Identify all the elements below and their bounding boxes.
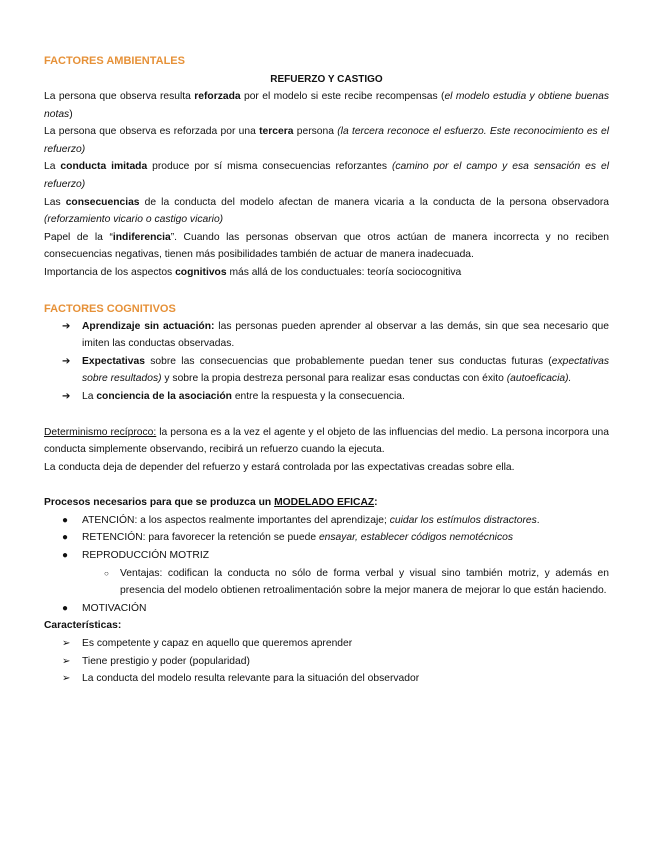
list-item: ➔ Aprendizaje sin actuación: las personas pueden aprender al observar a las demás, sin que sea necesario que imiten las conductas observadas. — [82, 318, 609, 353]
list-item: ● REPRODUCCIÓN MOTRIZ ○ Ventajas: codifican la conducta no sólo de forma verbal y visual sino también motriz, y además en presencia del modelo obtienen retroalimentación sobre la mejor manera de mejorar lo que están haciendo. — [82, 547, 609, 600]
arrow-bullet-icon: ➔ — [62, 355, 71, 367]
paragraph-reforzada: La persona que observa resulta reforzada por el modelo si este recibe recompensas (el modelo estudia y obtiene buenas notas) — [44, 91, 609, 120]
section-title-cognitivos: FACTORES COGNITIVOS — [44, 302, 176, 315]
paragraph-consecuencias: Las consecuencias de la conducta del modelo afectan de manera vicaria a la conducta de la persona observadora (reforzamiento vicario o castigo vicario) — [44, 196, 609, 226]
list-item: ➔ La conciencia de la asociación entre la respuesta y la consecuencia. — [82, 388, 609, 406]
list-item: ● ATENCIÓN: a los aspectos realmente importantes del aprendizaje; cuidar los estímulos distractores. — [82, 512, 609, 530]
triangle-bullet-icon: ➢ — [62, 673, 71, 685]
circle-bullet-icon: ○ — [104, 568, 109, 578]
paragraph-conducta-imitada: La conducta imitada produce por sí misma consecuencias reforzantes (camino por el campo y esa sensación es el refuerzo) — [44, 161, 609, 190]
arrow-bullet-icon: ➔ — [62, 320, 71, 332]
list-item: ➔ Expectativas sobre las consecuencias que probablemente puedan tener sus conductas futuras (expectativas sobre resultados) y sobre la propia destreza personal para realizar esas conductas con éxito (autoeficacia). — [82, 353, 609, 388]
reproduccion-sublist — [82, 565, 609, 600]
dot-bullet-icon: ● — [62, 602, 69, 614]
paragraph-indiferencia: Papel de la “indiferencia”. Cuando las personas observan que otros actúan de manera incorrecta y no reciben consecuencias negativas, tienen más posibilidades también de actuar de manera inadecuada. — [44, 231, 609, 261]
dot-bullet-icon: ● — [62, 514, 69, 526]
subtitle-refuerzo-castigo: REFUERZO Y CASTIGO — [270, 74, 383, 85]
paragraph-determinismo-2: La conducta deja de depender del refuerzo y estará controlada por las expectativas creadas sobre ella. — [44, 461, 515, 473]
paragraph-determinismo: Determinismo recíproco: la persona es a la vez el agente y el objeto de las influencias del medio. La persona incorpora una conducta simplemente observando, recibirá un refuerzo cuando la ejecuta. — [44, 426, 610, 456]
arrow-bullet-icon: ➔ — [62, 390, 71, 402]
list-item: ➢ Tiene prestigio y poder (popularidad) — [82, 653, 609, 671]
triangle-bullet-icon: ➢ — [62, 638, 71, 650]
list-item: ➢ Es competente y capaz en aquello que queremos aprender — [82, 635, 609, 653]
triangle-bullet-icon: ➢ — [62, 655, 71, 667]
procesos-heading: Procesos necesarios para que se produzca un MODELADO EFICAZ: — [44, 497, 378, 509]
list-item: ● MOTIVACIÓN — [82, 600, 609, 618]
section-title-ambientales: FACTORES AMBIENTALES — [44, 55, 185, 67]
paragraph-tercera: La persona que observa es reforzada por una tercera persona (la tercera reconoce el esfuerzo. Este reconocimiento es el refuerzo) — [44, 126, 609, 155]
procesos-list — [44, 512, 609, 618]
dot-bullet-icon: ● — [62, 532, 69, 544]
paragraph-cognitivos: Importancia de los aspectos cognitivos más allá de los conductuales: teoría sociocognitiva — [44, 266, 462, 278]
caracteristicas-heading: Características: — [44, 620, 122, 632]
list-item: ➢ La conducta del modelo resulta relevante para la situación del observador — [82, 670, 609, 688]
cognitive-factors-list — [44, 318, 609, 406]
list-item: ○ Ventajas: codifican la conducta no sólo de forma verbal y visual sino también motriz, y además en presencia del modelo obtienen retroalimentación sobre la mejor manera de mejorar lo que están haciendo. — [120, 565, 609, 600]
caracteristicas-list — [44, 635, 609, 688]
list-item: ● RETENCIÓN: para favorecer la retención se puede ensayar, establecer códigos nemotécnicos — [82, 529, 609, 547]
dot-bullet-icon: ● — [62, 550, 69, 562]
